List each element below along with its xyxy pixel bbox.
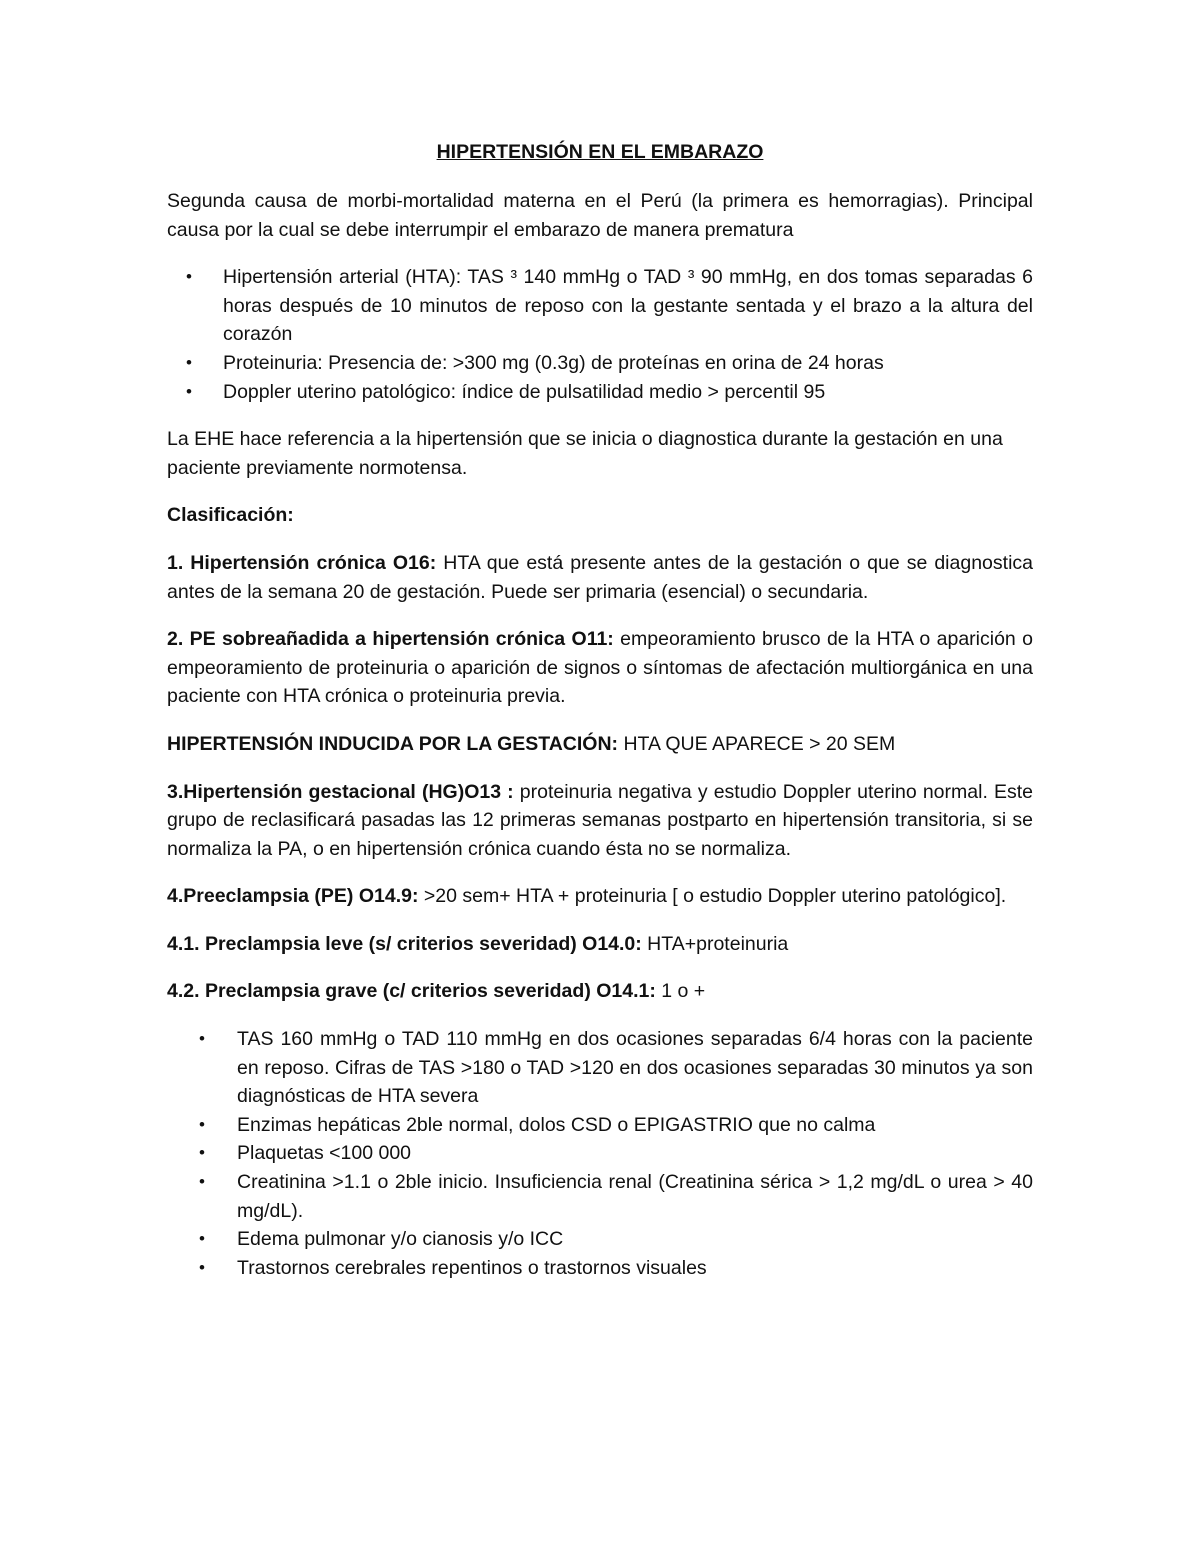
bullet-icon: • xyxy=(199,1229,205,1249)
document-page xyxy=(167,137,1033,1301)
bullet-icon: • xyxy=(186,267,192,287)
list-item-text: Creatinina >1.1 o 2ble inicio. Insuficiencia renal (Creatinina sérica > 1,2 mg/dL o urea > 40 mg/dL). xyxy=(237,1171,1033,1222)
list-item xyxy=(167,1254,1033,1283)
list-item-text: Enzimas hepáticas 2ble normal, dolos CSD o EPIGASTRIO que no calma xyxy=(237,1113,876,1136)
document-title: HIPERTENSIÓN EN EL EMBARAZO xyxy=(436,141,764,163)
criteria-list xyxy=(167,263,1033,406)
classification-heading-text: Clasificación: xyxy=(167,504,294,527)
list-item-text: Hipertensión arterial (HTA): TAS ³ 140 mmHg o TAD ³ 90 mmHg, en dos tomas separadas 6 horas después de 10 minutos de reposo con la gestante sentada y el brazo a la altura del corazón xyxy=(223,266,1033,346)
list-item xyxy=(167,1225,1033,1254)
item-mild-preeclampsia xyxy=(167,930,1033,959)
list-item-text: TAS 160 mmHg o TAD 110 mmHg en dos ocasiones separadas 6/4 horas con la paciente en reposo. Cifras de TAS >180 o TAD >120 en dos ocasiones separadas 30 minutos ya son diagnósticas de HTA severa xyxy=(237,1028,1033,1108)
list-item-text: Doppler uterino patológico: índice de pulsatilidad medio > percentil 95 xyxy=(223,380,826,403)
item-gestational-hypertension xyxy=(167,778,1033,864)
item-label: 1. Hipertensión crónica O16: xyxy=(167,551,437,574)
list-item-text: Edema pulmonar y/o cianosis y/o ICC xyxy=(237,1228,564,1251)
item-text: empeoramiento brusco de la HTA o aparición o empeoramiento de proteinuria o aparición de signos o síntomas de afectación multiorgánica en una paciente con HTA crónica o proteinuria previa. xyxy=(167,628,1033,708)
bullet-icon: • xyxy=(186,352,192,372)
induced-hypertension-heading xyxy=(167,730,1033,759)
list-item xyxy=(167,378,1033,407)
bullet-icon: • xyxy=(199,1172,205,1192)
bullet-icon: • xyxy=(199,1114,205,1134)
item-severe-preeclampsia xyxy=(167,977,1033,1006)
item-label: 4.Preeclampsia (PE) O14.9: xyxy=(167,885,419,908)
item-label: 4.2. Preclampsia grave (c/ criterios severidad) O14.1: xyxy=(167,980,656,1003)
item-text: >20 sem+ HTA + proteinuria [ o estudio Doppler uterino patológico]. xyxy=(418,885,1007,908)
list-item xyxy=(167,349,1033,378)
list-item xyxy=(167,1025,1033,1111)
list-item-text: Plaquetas <100 000 xyxy=(237,1142,412,1165)
list-item xyxy=(167,1111,1033,1140)
list-item-text: Proteinuria: Presencia de: >300 mg (0.3g) de proteínas en orina de 24 horas xyxy=(223,351,884,374)
intro-paragraph: Segunda causa de morbi-mortalidad materna en el Perú (la primera es hemorragias). Principal causa por la cual se debe interrumpir el embarazo de manera prematura xyxy=(167,190,1033,241)
item-text: HTA que está presente antes de la gestación o que se diagnostica antes de la semana 20 de gestación. Puede ser primaria (esencial) o secundaria. xyxy=(167,551,1033,603)
item-label: HIPERTENSIÓN INDUCIDA POR LA GESTACIÓN: xyxy=(167,732,619,755)
item-preeclampsia xyxy=(167,882,1033,911)
ehe-paragraph: La EHE hace referencia a la hipertensión que se inicia o diagnostica durante la gestación en una paciente previamente normotensa. xyxy=(167,428,1003,479)
item-text: HTA QUE APARECE > 20 SEM xyxy=(618,732,896,755)
list-item xyxy=(167,1139,1033,1168)
bullet-icon: • xyxy=(199,1029,205,1049)
item-text: 1 o + xyxy=(655,980,706,1003)
classification-heading xyxy=(167,501,1033,530)
bullet-icon: • xyxy=(199,1143,205,1163)
item-superimposed-pe xyxy=(167,625,1033,711)
severity-criteria-list xyxy=(167,1025,1033,1282)
item-chronic-hypertension xyxy=(167,549,1033,606)
item-label: 4.1. Preclampsia leve (s/ criterios severidad) O14.0: xyxy=(167,932,642,955)
item-label: 2. PE sobreañadida a hipertensión crónica O11: xyxy=(167,628,614,651)
item-label: 3.Hipertensión gestacional (HG)O13 : xyxy=(167,780,514,803)
item-text: proteinuria negativa y estudio Doppler uterino normal. Este grupo de reclasificará pasadas las 12 primeras semanas postparto en hipertensión transitoria, si se normaliza la PA, o en hipertensión crónica cuando ésta no se normaliza. xyxy=(167,780,1033,860)
item-text: HTA+proteinuria xyxy=(641,932,789,955)
list-item xyxy=(167,1168,1033,1225)
bullet-icon: • xyxy=(199,1257,205,1277)
list-item xyxy=(167,263,1033,349)
list-item-text: Trastornos cerebrales repentinos o trastornos visuales xyxy=(237,1256,707,1279)
bullet-icon: • xyxy=(186,381,192,401)
